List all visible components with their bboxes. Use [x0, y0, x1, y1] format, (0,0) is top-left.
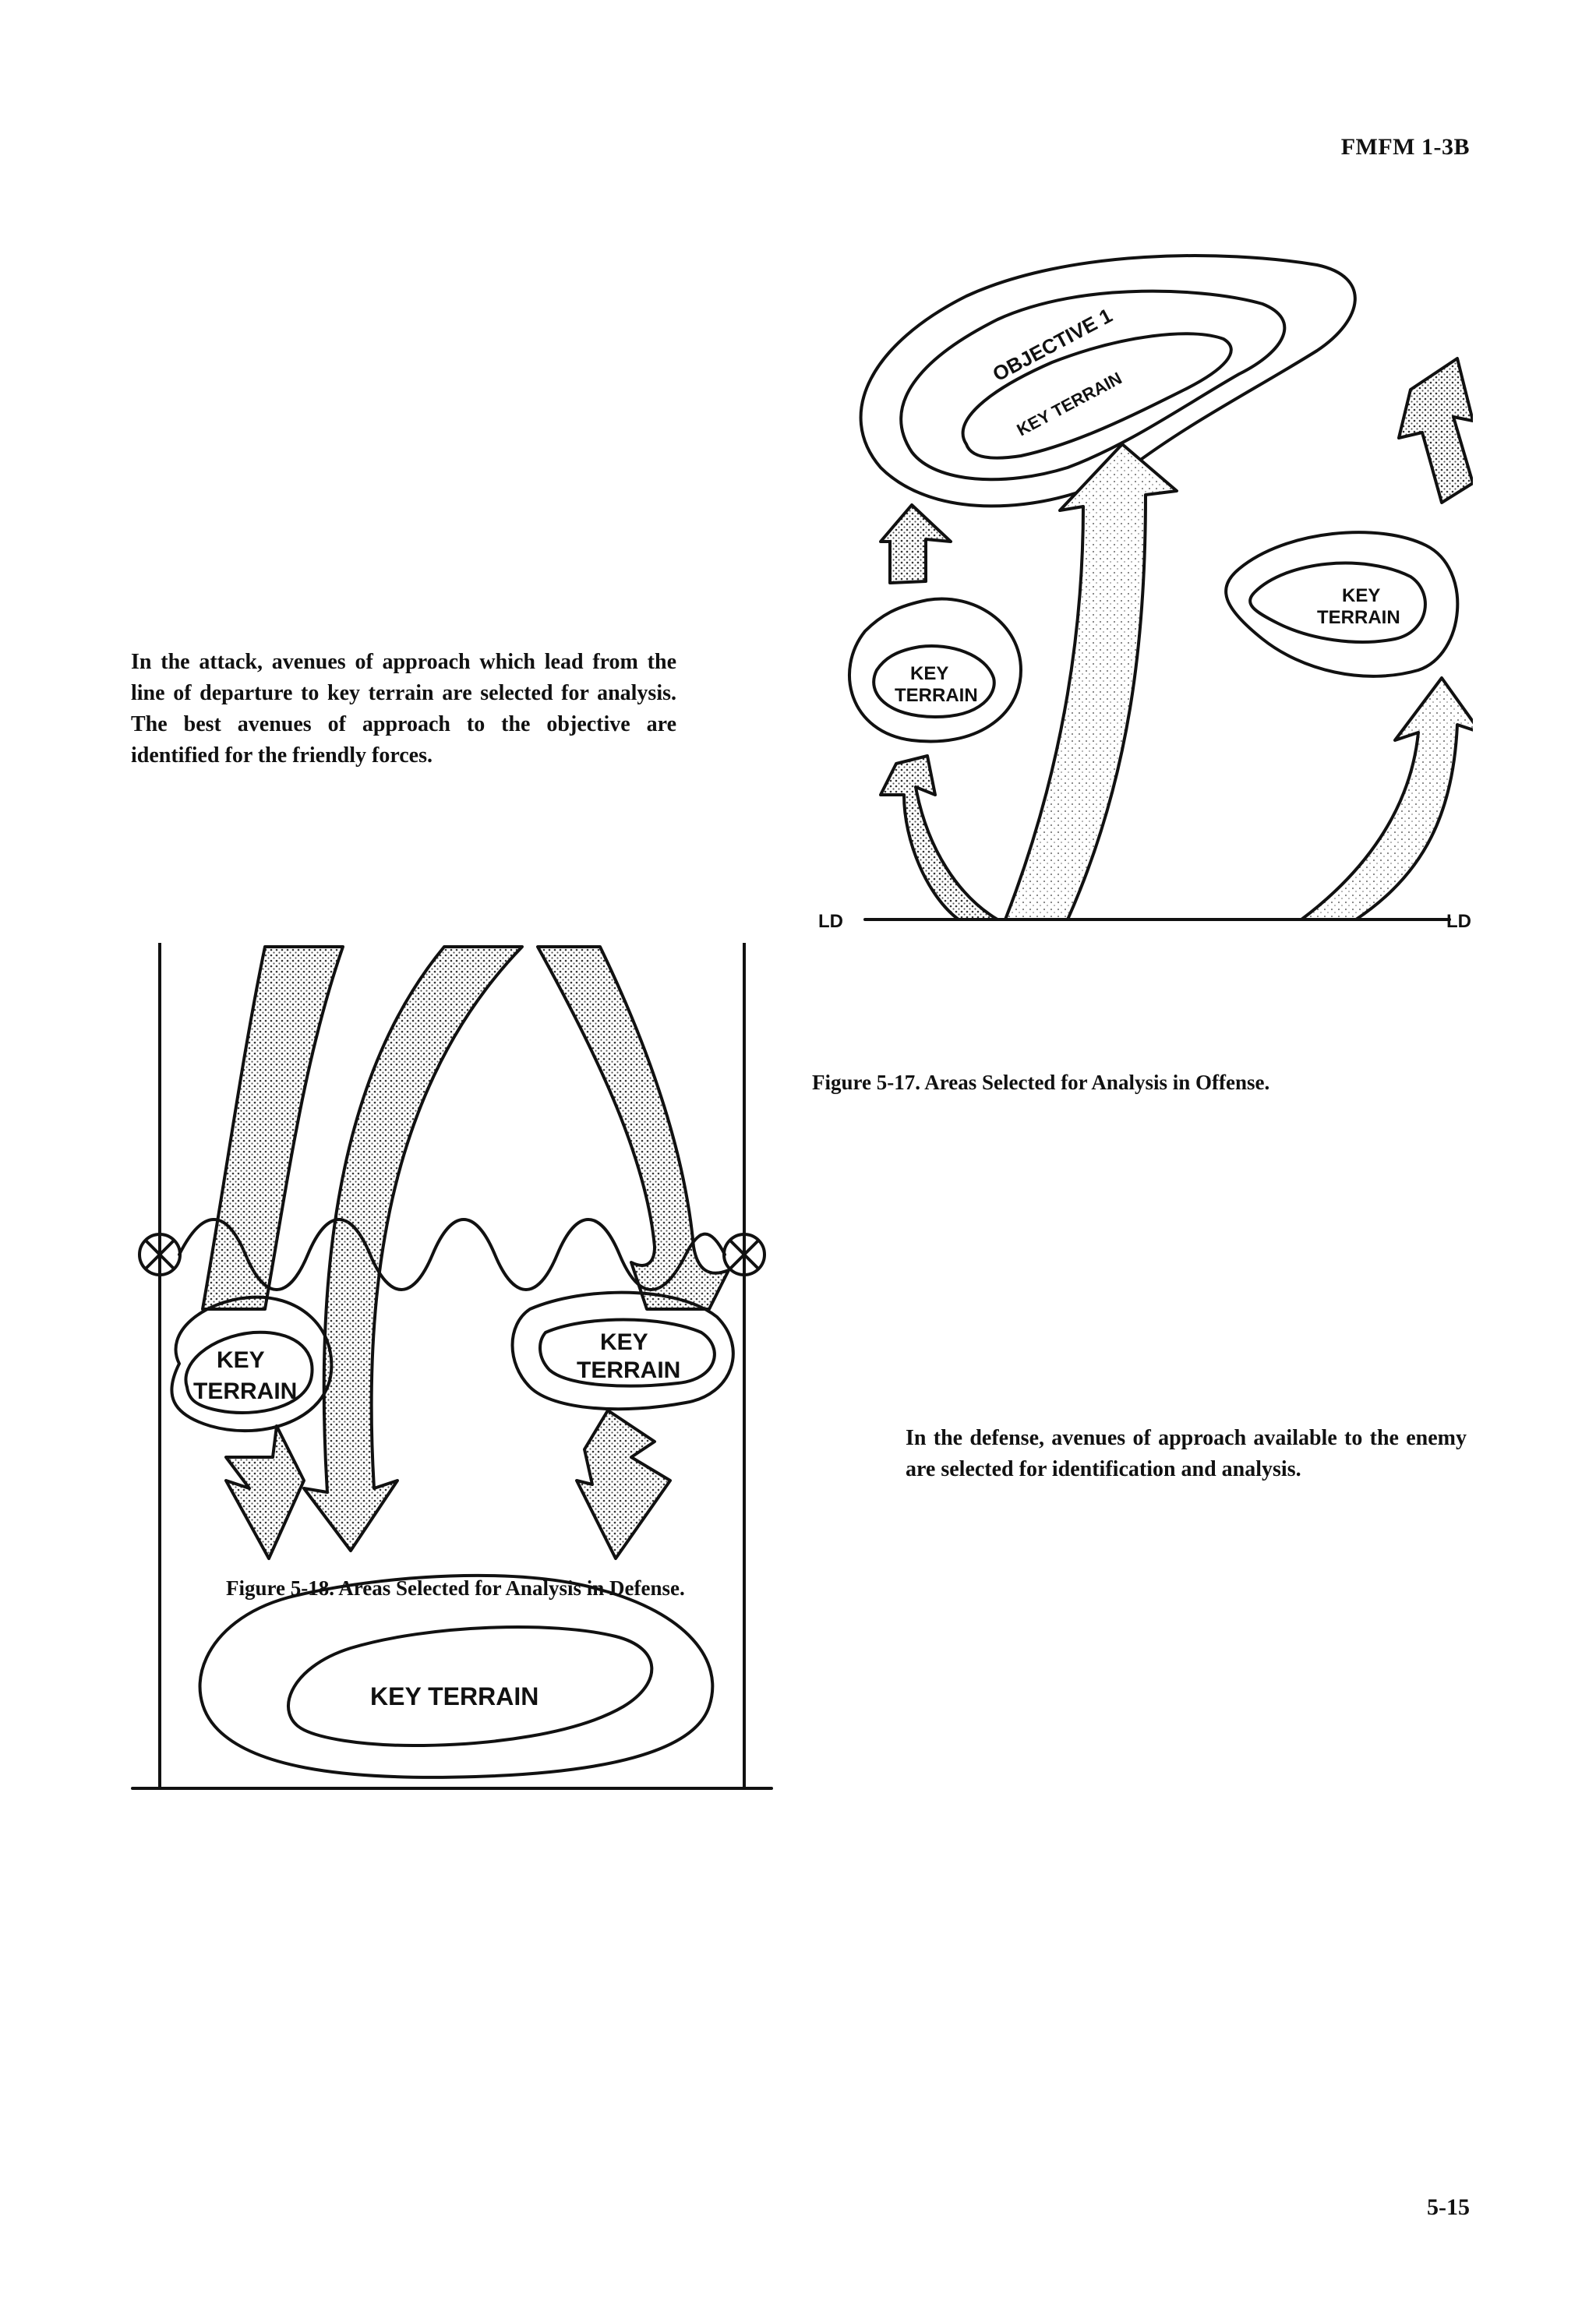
arrow-down-right — [577, 1410, 670, 1558]
key-terrain-right-label-2: TERRAIN — [577, 1357, 681, 1383]
ld-left-label: LD — [818, 911, 843, 932]
arrow-right-lower — [1301, 678, 1473, 919]
key-terrain-right-inner — [1250, 563, 1425, 642]
key-terrain-right-label-1: KEY — [1342, 585, 1381, 606]
defense-paragraph: In the defense, avenues of approach available to the enemy are selected for identification and analysis. — [906, 1426, 1467, 1481]
ld-right-label: LD — [1446, 911, 1471, 932]
arrow-right-descending — [538, 947, 729, 1309]
page-number: 5-15 — [1427, 2194, 1470, 2220]
figure-5-18-caption: Figure 5-18. Areas Selected for Analysis in Defense. — [226, 1576, 685, 1600]
key-terrain-right-label-2: TERRAIN — [1317, 607, 1400, 628]
key-terrain-right-label-1: KEY — [600, 1329, 648, 1355]
key-terrain-top-label: KEY TERRAIN — [1013, 368, 1125, 440]
key-terrain-left-label-1: KEY — [910, 663, 949, 684]
objective-label: OBJECTIVE 1 — [988, 303, 1117, 386]
figure-5-17-caption: Figure 5-17. Areas Selected for Analysis in Offense. — [812, 1071, 1270, 1094]
arrow-left-descending — [203, 947, 343, 1309]
key-terrain-bottom-label: KEY TERRAIN — [370, 1682, 539, 1710]
figure-5-18-diagram — [117, 943, 779, 1800]
offense-paragraph: In the attack, avenues of approach which lead from the line of departure to key terrain are selected for analysis. The best avenues of approach to the objective are identified for the friendly forces. — [131, 650, 676, 768]
key-terrain-left-label-2: TERRAIN — [895, 685, 978, 706]
arrow-down-left — [226, 1426, 304, 1558]
key-terrain-bottom-outer — [200, 1576, 713, 1777]
arrow-center-descending — [304, 947, 522, 1551]
document-id: FMFM 1-3B — [1340, 134, 1470, 160]
key-terrain-left-label-2: TERRAIN — [193, 1378, 298, 1404]
arrow-right-top — [1399, 358, 1473, 503]
arrow-left-lower — [881, 756, 998, 919]
figure-5-17-diagram — [818, 234, 1473, 1013]
arrow-left-upper — [881, 505, 951, 583]
key-terrain-left-label-1: KEY — [217, 1347, 265, 1373]
arrow-center-large — [1005, 444, 1177, 919]
